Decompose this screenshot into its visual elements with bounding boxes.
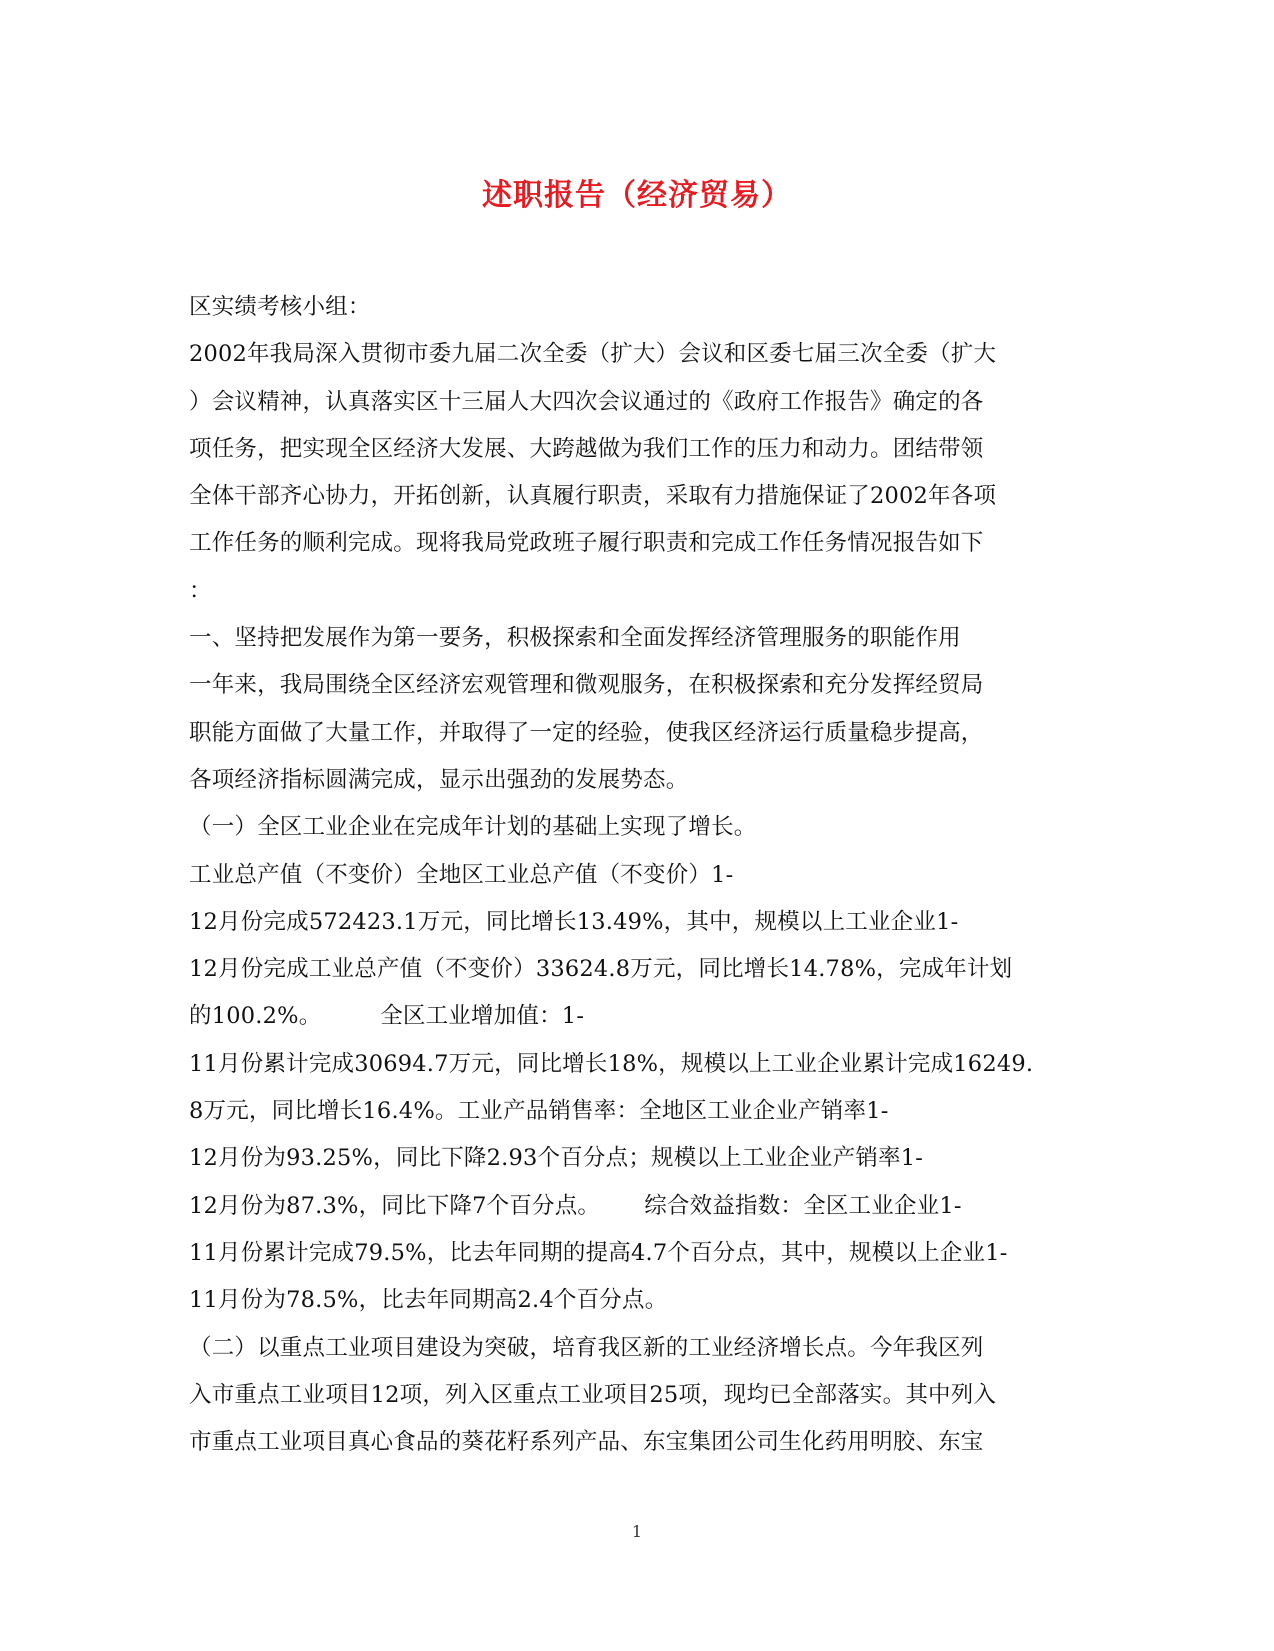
body-line: 11月份为78.5%，比去年同期高2.4个百分点。	[189, 1287, 668, 1314]
document-body	[189, 284, 1089, 1466]
body-line: 工作任务的顺利完成。现将我局党政班子履行职责和完成工作任务情况报告如下	[189, 530, 984, 557]
body-line: 12月份完成572423.1万元，同比增长13.49%，其中，规模以上工业企业1-	[189, 908, 959, 935]
page-number: 1	[631, 1522, 643, 1541]
body-line: 区实绩考核小组：	[189, 294, 371, 320]
document-title: 述职报告（经济贸易）	[482, 178, 792, 213]
body-line: 12月份为87.3%，同比下降7个百分点。 综合效益指数：全区工业企业1-	[189, 1192, 962, 1219]
body-line: 项任务，把实现全区经济大发展、大跨越做为我们工作的压力和动力。团结带领	[189, 435, 984, 462]
body-line: 的100.2%。 全区工业增加值：1-	[189, 1003, 585, 1030]
body-line: 各项经济指标圆满完成，显示出强劲的发展势态。	[189, 766, 689, 793]
body-line: 职能方面做了大量工作，并取得了一定的经验，使我区经济运行质量稳步提高，	[189, 719, 984, 746]
subsection-heading: （二）以重点工业项目建设为突破，培育我区新的工业经济增长点。今年我区列	[189, 1334, 984, 1361]
body-line: 11月份累计完成30694.7万元，同比增长18%，规模以上工业企业累计完成16249.	[189, 1050, 1034, 1077]
body-line: 工业总产值（不变价）全地区工业总产值（不变价）1-	[189, 861, 734, 888]
subsection-heading: （一）全区工业企业在完成年计划的基础上实现了增长。	[189, 814, 757, 841]
body-line: 市重点工业项目真心食品的葵花籽系列产品、东宝集团公司生化药用明胶、东宝	[189, 1429, 984, 1456]
body-line: ）会议精神，认真落实区十三届人大四次会议通过的《政府工作报告》确定的各	[189, 388, 984, 415]
body-line: 全体干部齐心协力，开拓创新，认真履行职责，采取有力措施保证了2002年各项	[189, 483, 997, 510]
body-line: 12月份完成工业总产值（不变价）33624.8万元，同比增长14.78%，完成年计划	[189, 956, 1013, 983]
body-line: 入市重点工业项目12项，列入区重点工业项目25项，现均已全部落实。其中列入	[189, 1381, 997, 1408]
body-line: ：	[189, 577, 212, 604]
section-heading: 一、坚持把发展作为第一要务，积极探索和全面发挥经济管理服务的职能作用	[189, 625, 961, 652]
body-line: 11月份累计完成79.5%，比去年同期的提高4.7个百分点，其中，规模以上企业1-	[189, 1239, 1008, 1266]
body-line: 2002年我局深入贯彻市委九届二次全委（扩大）会议和区委七届三次全委（扩大	[189, 341, 997, 368]
body-line: 8万元，同比增长16.4%。工业产品销售率：全地区工业企业产销率1-	[189, 1098, 889, 1125]
body-line: 一年来，我局围绕全区经济宏观管理和微观服务，在积极探索和充分发挥经贸局	[189, 672, 984, 699]
body-line: 12月份为93.25%，同比下降2.93个百分点；规模以上工业企业产销率1-	[189, 1145, 924, 1172]
